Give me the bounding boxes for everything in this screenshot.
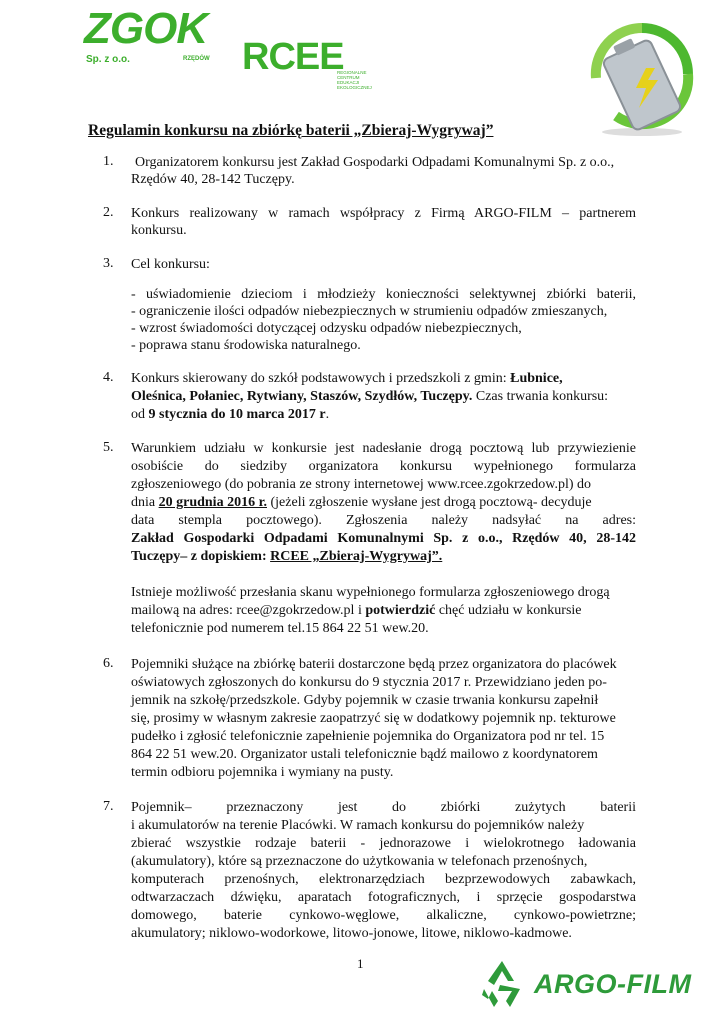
rcee-logo-text: RCEE xyxy=(242,36,344,78)
item-4-text-3c: . xyxy=(325,407,330,422)
item-4-text-3a: od xyxy=(131,407,149,422)
item-2-number: 2. xyxy=(103,205,114,220)
rcee-logo xyxy=(242,36,382,90)
zgok-logo xyxy=(84,4,224,72)
item-3-bullet-2: - ograniczenie ilości odpadów niebezpiecznych w strumieniu odpadów zmieszanych, xyxy=(131,304,608,319)
item-6-line-6: 864 22 51 wew.20. Organizator ustali telefonicznie bądź mailowo z koordynatorem xyxy=(131,747,598,762)
rcee-logo-subtitle: REGIONALNE CENTRUM EDUKACJI EKOLOGICZNEJ xyxy=(337,70,372,90)
item-5-annotation: RCEE „Zbieraj-Wygrywaj”. xyxy=(270,549,443,564)
item-5-line-7 xyxy=(131,548,636,566)
argo-film-logo xyxy=(474,955,714,1013)
item-4-date-range: 9 stycznia do 10 marca 2017 r xyxy=(148,407,326,422)
item-7-line-7: domowego, baterie cynkowo-węglowe, alkaliczne, cynkowo-powietrzne; xyxy=(131,908,636,923)
item-4-line-3 xyxy=(131,406,636,424)
item-4-line-1 xyxy=(131,370,636,388)
item-7-line-6: odtwarzaczach dźwięku, aparatach fotograficznych, i sprzęcie gospodarstwa xyxy=(131,890,636,905)
item-3-heading: Cel konkursu: xyxy=(131,257,210,272)
item-2-line-2: konkursu. xyxy=(131,223,187,238)
item-7-line-5: komputerach przenośnych, elektronarzędziach bezprzewodowych zabawkach, xyxy=(131,872,636,887)
item-5-text-p2c: chęć udziału w konkursie xyxy=(435,603,582,618)
item-6-line-4: się, prosimy w własnym zakresie zaopatrzyć się w dodatkowy pojemnik np. tekturowe xyxy=(131,711,616,726)
zgok-logo-text: ZGOK xyxy=(84,4,208,53)
item-6-number: 6. xyxy=(103,656,114,671)
item-5-confirm: potwierdzić xyxy=(365,603,436,618)
zgok-logo-subtitle: Sp. z o.o. xyxy=(86,54,130,65)
argo-film-logo-text: ARGO-FILM xyxy=(534,969,692,999)
item-7-line-4: (akumulatory), które są przeznaczone do użytkowania w telefonach przenośnych, xyxy=(131,854,588,869)
item-7-line-1: Pojemnik– przeznaczony jest do zbiórki zużytych baterii xyxy=(131,800,636,815)
item-5-address: Zakład Gospodarki Odpadami Komunalnymi Sp. z o.o., Rzędów 40, 28-142 xyxy=(131,531,636,546)
item-5-text-4c: (jeżeli zgłoszenie wysłane jest drogą pocztową- decyduje xyxy=(267,495,592,510)
item-3-bullet-3: - wzrost świadomości dotyczącej odzysku odpadów niebezpiecznych, xyxy=(131,321,522,336)
item-6-line-5: pudełko i zgłosić telefonicznie zapełnienie pojemnika do Organizatora pod nr tel. 15 xyxy=(131,729,605,744)
battery-recycle-icon xyxy=(576,8,708,140)
item-7-line-8: akumulatory; niklowo-wodorkowe, litowo-jonowe, litowe, niklowo-kadmowe. xyxy=(131,926,572,941)
item-1-line-1: Organizatorem konkursu jest Zakład Gospodarki Odpadami Komunalnymi Sp. z o.o., xyxy=(135,155,615,170)
item-4-gminy-list: Oleśnica, Połaniec, Rytwiany, Staszów, Szydłów, Tuczępy. xyxy=(131,389,473,404)
item-3-bullet-4: - poprawa stanu środowiska naturalnego. xyxy=(131,338,361,353)
recycle-icon xyxy=(474,955,530,1013)
item-4-gmina-lubnice: Łubnice, xyxy=(510,371,563,386)
item-6-line-1: Pojemniki służące na zbiórkę baterii dostarczone będą przez organizatora do placówek xyxy=(131,657,617,672)
item-5-number: 5. xyxy=(103,440,114,455)
item-4-text-1a: Konkurs skierowany do szkół podstawowych i przedszkoli z gmin: xyxy=(131,371,511,386)
item-7-line-2: i akumulatorów na terenie Placówki. W ramach konkursu do pojemników należy xyxy=(131,818,585,833)
item-5-para2-line-1: Istnieje możliwość przesłania skanu wypełnionego formularza zgłoszeniowego drogą xyxy=(131,585,610,600)
item-1-number: 1. xyxy=(103,154,114,169)
item-4-line-2 xyxy=(131,388,636,406)
item-5-text-p2a: mailową na adres: rcee@zgokrzedow.pl i xyxy=(131,603,366,618)
page-number: 1 xyxy=(357,956,364,971)
item-3-number: 3. xyxy=(103,256,114,271)
item-1-line-2: Rzędów 40, 28-142 Tuczępy. xyxy=(131,172,295,187)
item-7-line-3: zbierać wszystkie rodzaje baterii - jednorazowe i wielokrotnego ładowania xyxy=(131,836,636,851)
item-5-para2-line-2 xyxy=(131,602,636,620)
item-5-deadline: 20 grudnia 2016 r. xyxy=(158,495,267,510)
item-6-line-3: jemnik na szkołę/przedszkole. Gdyby pojemnik w czasie trwania konkursu zapełnił xyxy=(131,693,599,708)
item-5-line-4 xyxy=(131,494,636,512)
zgok-logo-location: RZĘDÓW xyxy=(183,56,210,62)
document-title: Regulamin konkursu na zbiórkę baterii „Zbieraj-Wygrywaj” xyxy=(88,122,494,139)
item-5-line-5: data stempla pocztowego). Zgłoszenia należy nadsyłać na adres: xyxy=(131,513,636,528)
item-6-line-2: oświatowych zgłoszonych do konkursu do 9 stycznia 2017 r. Przewidziano jeden po- xyxy=(131,675,607,690)
item-6-line-7: termin odbioru pojemnika i wymiany na pusty. xyxy=(131,765,394,780)
item-4-number: 4. xyxy=(103,370,114,385)
item-4-text-2b: Czas trwania konkursu: xyxy=(472,389,609,404)
item-5-text-4a: dnia xyxy=(131,495,159,510)
item-5-para2-line-3: telefonicznie pod numerem tel.15 864 22 51 wew.20. xyxy=(131,621,429,636)
item-2-line-1: Konkurs realizowany w ramach współpracy z Firmą ARGO-FILM – partnerem xyxy=(131,206,636,221)
item-5-text-7a: Tuczępy– z dopiskiem: xyxy=(131,549,271,564)
item-3-bullet-1: - uświadomienie dzieciom i młodzieży konieczności selektywnej zbiórki baterii, xyxy=(131,287,636,302)
item-5-line-3: zgłoszeniowego (do pobrania ze strony internetowej www.rcee.zgokrzedow.pl) do xyxy=(131,477,592,492)
item-5-line-2: osobiście do siedziby organizatora konkursu wypełnionego formularza xyxy=(131,459,636,474)
item-7-number: 7. xyxy=(103,799,114,814)
item-5-line-1: Warunkiem udziału w konkursie jest nadesłanie drogą pocztową lub przywiezienie xyxy=(131,441,636,456)
